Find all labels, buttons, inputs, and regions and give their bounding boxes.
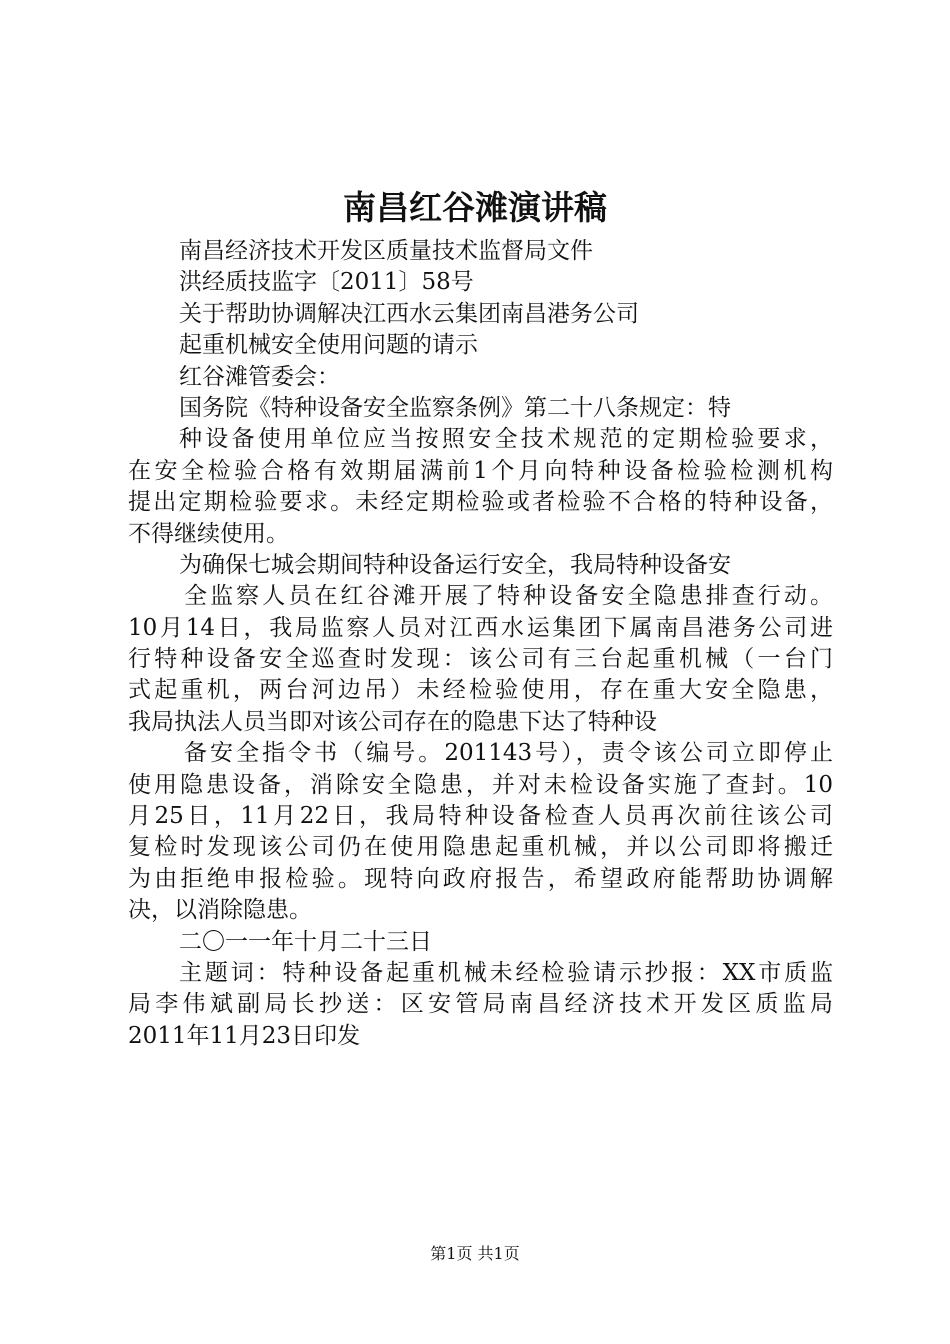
text-line: 洪经质技监字〔2011〕58号 — [179, 269, 474, 296]
text-line: 南昌经济技术开发区质量技术监督局文件 — [179, 238, 593, 264]
text-line: 主题词：特种设备起重机械未经检验请示抄报：XX市质监 — [179, 959, 833, 986]
text-line: 红谷滩管委会： — [179, 363, 340, 390]
text-line: 国务院《特种设备安全监察条例》第二十八条规定：特 — [179, 394, 731, 421]
text-line: 复检时发现该公司仍在使用隐患起重机械，并以公司即将搬迁 — [128, 834, 833, 861]
text-line: 种设备使用单位应当按照安全技术规范的定期检验要求， — [179, 426, 833, 453]
text-line: 关于帮助协调解决江西水云集团南昌港务公司 — [179, 300, 639, 327]
text-line: 行特种设备安全巡查时发现：该公司有三台起重机械（一台门 — [128, 646, 833, 673]
document-body — [128, 236, 833, 1052]
document-title: 南昌红谷滩演讲稿 — [343, 188, 607, 227]
text-line: 为由拒绝申报检验。现特向政府报告，希望政府能帮助协调解 — [128, 865, 833, 892]
text-line: 不得继续使用。 — [128, 520, 289, 547]
text-line: 使用隐患设备，消除安全隐患，并对未检设备实施了查封。10 — [128, 771, 833, 798]
text-line: 起重机械安全使用问题的请示 — [179, 332, 478, 359]
text-line: 备安全指令书（编号。201143号），责令该公司立即停止 — [184, 740, 833, 767]
text-line: 2011年11月23日印发 — [128, 1022, 361, 1049]
page-number: 第1页 共1页 — [430, 1244, 520, 1263]
text-line: 二〇一一年十月二十三日 — [179, 928, 432, 955]
text-line: 全监察人员在红谷滩开展了特种设备安全隐患排查行动。 — [184, 583, 833, 610]
text-line: 月25日，11月22日，我局特种设备检查人员再次前往该公司 — [128, 803, 833, 830]
text-line: 局李伟斌副局长抄送：区安管局南昌经济技术开发区质监局 — [128, 991, 833, 1018]
text-line: 为确保七城会期间特种设备运行安全，我局特种设备安 — [179, 551, 731, 578]
text-line: 10月14日，我局监察人员对江西水运集团下属南昌港务公司进 — [128, 614, 833, 641]
text-line: 决，以消除隐患。 — [128, 897, 312, 924]
text-line: 我局执法人员当即对该公司存在的隐患下达了特种设 — [128, 708, 657, 735]
text-line: 提出定期检验要求。未经定期检验或者检验不合格的特种设备， — [128, 489, 833, 516]
text-line: 式起重机，两台河边吊）未经检验使用，存在重大安全隐患， — [128, 677, 833, 704]
text-line: 在安全检验合格有效期届满前1个月向特种设备检验检测机构 — [128, 457, 833, 484]
